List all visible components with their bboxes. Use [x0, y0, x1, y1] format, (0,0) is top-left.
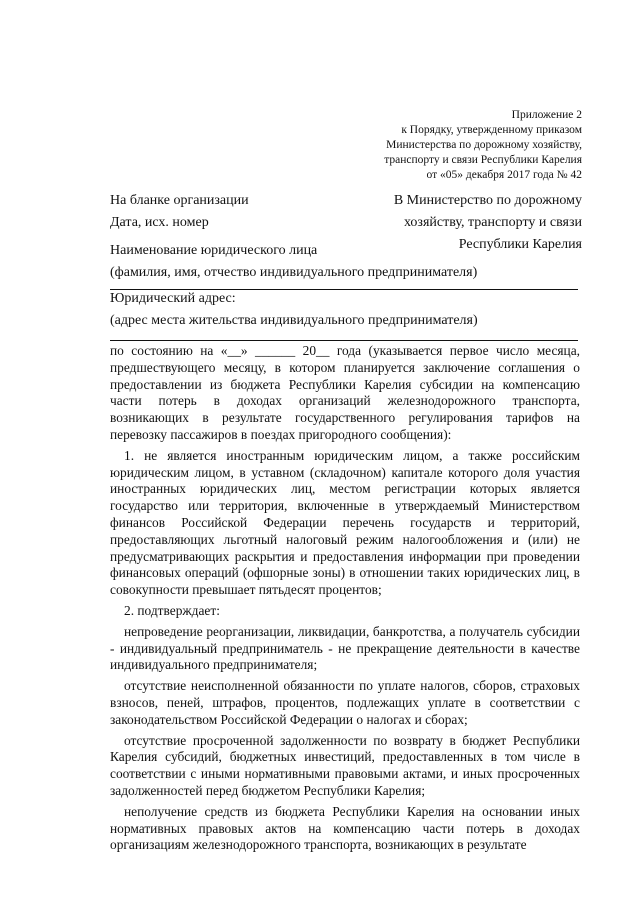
addressee-line-1: В Министерство по дорожному	[393, 193, 582, 208]
entity-name-label: Наименование юридического лица	[110, 243, 318, 258]
legal-address-block	[110, 288, 478, 332]
no-other-funds-paragraph: неполучение средств из бюджета Республики Карелия на основании иных нормативных правовых актов на компенсацию части потерь в доходах организациям железнодорожного транспорта, возникающих в результате	[110, 803, 580, 853]
clause-2-heading: 2. подтверждает:	[124, 602, 220, 618]
address-underline	[110, 340, 578, 341]
legal-address-label: Юридический адрес:	[110, 291, 236, 306]
declaration-body	[110, 343, 580, 858]
entity-name-hint: (фамилия, имя, отчество индивидуального предпринимателя)	[110, 265, 478, 280]
appendix-reference	[252, 108, 582, 183]
appendix-ministry-line: Министерства по дорожному хозяйству,	[386, 139, 582, 151]
no-tax-debt-paragraph: отсутствие неисполненной обязанности по уплате налогов, сборов, страховых взносов, пеней, штрафов, процентов, подлежащих уплате в соответствии с законодательством Российской Федерации о налогах и сборах;	[110, 678, 580, 727]
entity-name-block	[110, 240, 477, 284]
letterhead-note	[110, 190, 249, 234]
addressee-line-2: хозяйству, транспорту и связи	[403, 215, 582, 230]
addressee-line-3: Республики Карелия	[458, 237, 582, 252]
appendix-title: Приложение 2	[511, 109, 582, 121]
appendix-date-line: от «05» декабря 2017 года № 42	[426, 169, 582, 181]
letterhead-line: На бланке организации	[110, 193, 249, 208]
intro-paragraph: по состоянию на «__» ______ 20__ года (указывается первое число месяца, предшествующего месяцу, в котором планируется заключение соглашения о предоставлении из бюджета Республики Карелия субсидии на компенсацию части потерь в доходах организаций железнодорожного транспорта, возникающих в результате государственного регулирования тарифов на перевозку пассажиров в поездах пригородного сообщения):	[110, 343, 580, 442]
date-number-line: Дата, исх. номер	[110, 215, 209, 230]
no-overdue-debt-paragraph: отсутствие просроченной задолженности по возврату в бюджет Республики Карелия субсидий, бюджетных инвестиций, предоставленных в том числе в соответствии с иными нормативными правовыми актами, и иных просроченных задолженностей перед бюджетом Республики Карелия;	[110, 732, 580, 798]
legal-address-hint: (адрес места жительства индивидуального предпринимателя)	[110, 313, 478, 328]
appendix-region-line: транспорту и связи Республики Карелия	[384, 154, 582, 166]
no-reorganization-paragraph: непроведение реорганизации, ликвидации, банкротства, а получатель субсидии - индивидуальный предприниматель - не прекращение деятельности в качестве индивидуального предпринимателя;	[110, 623, 580, 673]
appendix-order-line: к Порядку, утвержденному приказом	[401, 124, 582, 136]
clause-1-paragraph: 1. не является иностранным юридическим лицом, а также российским юридическим лицом, в уставном (складочном) капитале которого доля участия иностранных юридических лиц, местом регистрации которых является государство или территория, включенные в утверждаемый Министерством финансов Российской Федерации перечень государств и территорий, предоставляющих льготный налоговый режим налогообложения и (или) не предусматривающих раскрытия и предоставления информации при проведении финансовых операций (офшорные зоны) в отношении таких юридических лиц, в совокупности превышает пятьдесят процентов;	[110, 447, 580, 598]
